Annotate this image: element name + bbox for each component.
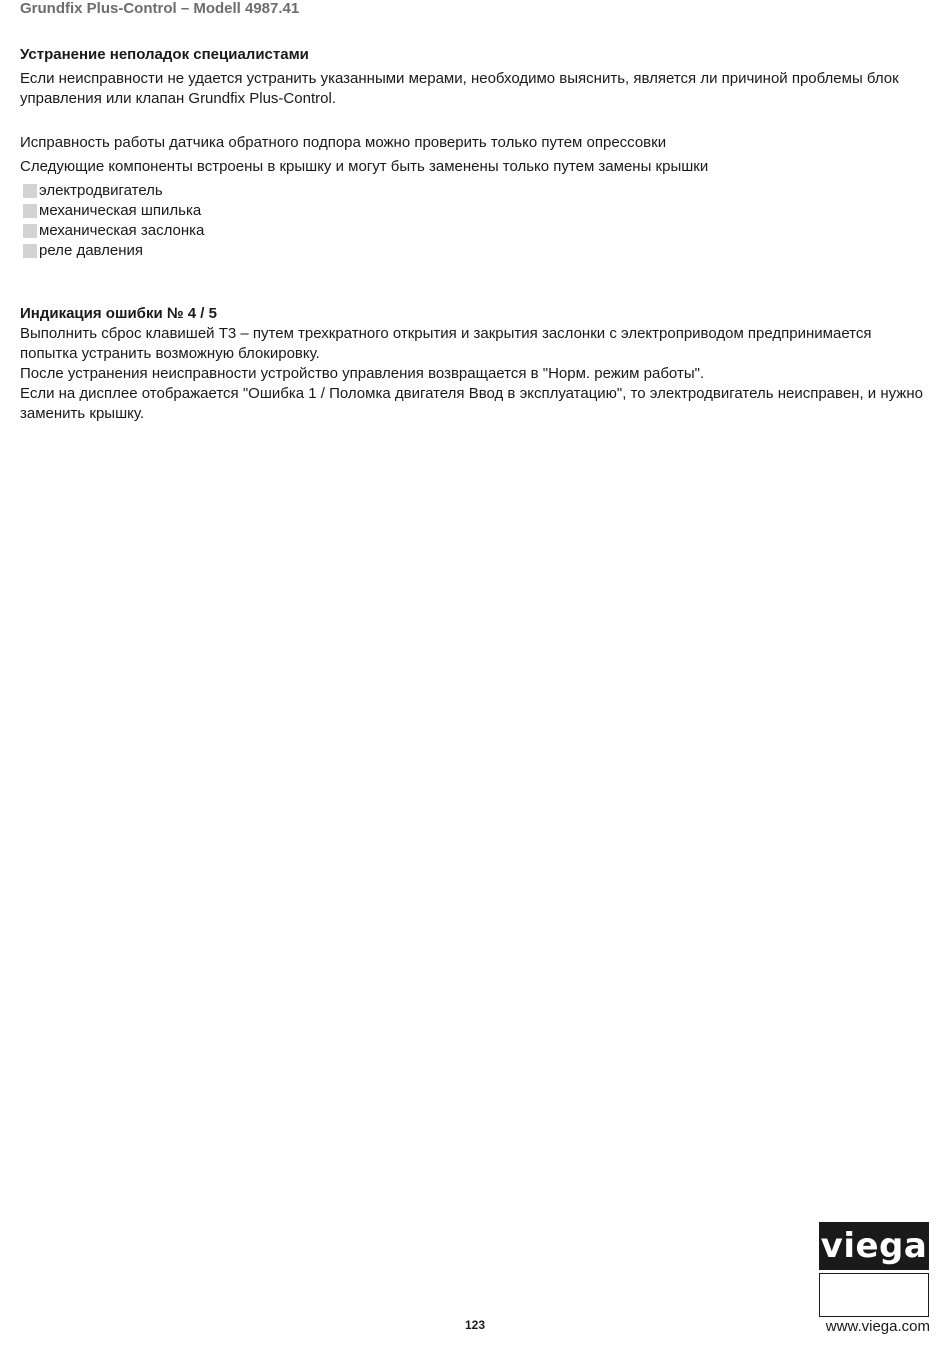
components-intro: Следующие компоненты встроены в крышку и могут быть заменены только путем замены крышки [20,158,709,175]
motor-fault-note: Если на дисплее отображается "Ошибка 1 / Поломка двигателя Ввод в эксплуатацию", то электродвигатель неисправен, и нужно заменить крышку. [20,385,923,422]
troubleshooting-title: Устранение неполадок специалистами [20,46,309,63]
bullet-square-icon [23,244,37,258]
component-label: реле давления [39,242,144,259]
document-header: Grundfix Plus-Control – Modell 4987.41 [20,0,300,17]
troubleshooting-section [20,45,932,261]
error-indication-title: Индикация ошибки № 4 / 5 [20,305,217,322]
list-item [20,221,932,241]
viega-logo: viega [819,1222,929,1270]
list-item [20,181,932,201]
component-label: механическая шпилька [39,202,202,219]
list-item [20,201,932,221]
footer-url: www.viega.com [825,1318,930,1335]
troubleshooting-intro: Если неисправности не удается устранить указанными мерами, необходимо выяснить, является ли причиной проблемы блок управления или клапан Grundfix Plus-Control. [20,70,899,107]
bullet-square-icon [23,204,37,218]
components-list [20,181,932,261]
error-indication-section [20,304,932,424]
page-number: 123 [464,1318,486,1332]
list-item [20,241,932,261]
reset-instruction: Выполнить сброс клавишей T3 – путем трехкратного открытия и закрытия заслонки с электроприводом предпринимается попытка устранить возможную блокировку. [20,325,872,362]
bullet-square-icon [23,224,37,238]
component-label: механическая заслонка [39,222,205,239]
sensor-check-note: Исправность работы датчика обратного подпора можно проверить только путем опрессовки [20,134,667,151]
component-label: электродвигатель [39,182,163,199]
logo-frame [819,1273,929,1317]
bullet-square-icon [23,184,37,198]
after-repair-note: После устранения неисправности устройство управления возвращается в "Норм. режим работы". [20,365,705,382]
